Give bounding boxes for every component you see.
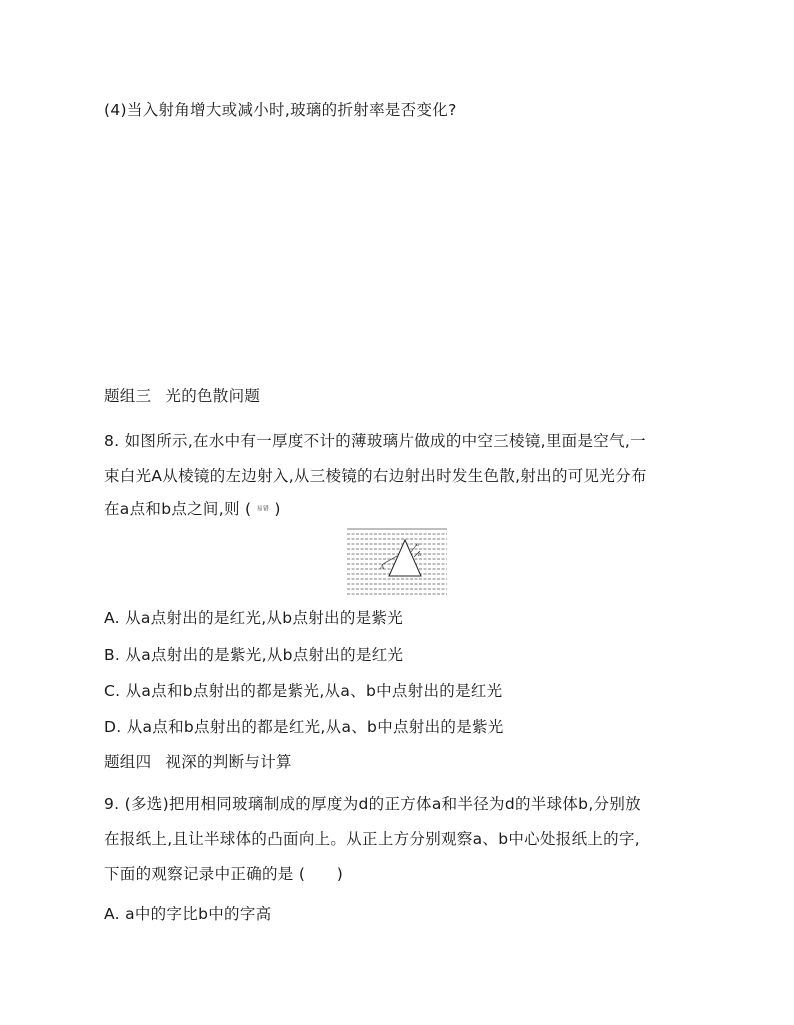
section4-title: 视深的判断与计算 [165, 753, 292, 771]
section3-heading [104, 386, 260, 406]
q8-line-3-close: ) [274, 500, 281, 518]
q9-line-3: 下面的观察记录中正确的是 ( ) [104, 865, 344, 883]
section4-label: 题组四 [104, 753, 152, 771]
q8-line-3-text: 在a点和b点之间,则 ( [104, 500, 252, 518]
label-a: a [416, 542, 419, 548]
q9-line-1: 9. (多选)把用相同玻璃制成的厚度为d的正方体a和半径为d的半球体b,分别放 [104, 795, 641, 813]
q8-option-b: B. 从a点射出的是紫光,从b点射出的是红光 [104, 646, 404, 664]
q9-option-a: A. a中的字比b中的字高 [104, 905, 272, 923]
label-A: A [380, 564, 385, 571]
section3-title: 光的色散问题 [165, 387, 261, 405]
label-b: b [418, 552, 422, 558]
section3-label: 题组三 [104, 387, 152, 405]
q8-line-2: 束白光A从棱镜的左边射入,从三棱镜的右边射出时发生色散,射出的可见光分布 [104, 467, 647, 485]
prism-figure [347, 526, 447, 597]
q8-option-c: C. 从a点和b点射出的都是紫光,从a、b中点射出的是红光 [104, 682, 503, 700]
q8-option-a: A. 从a点射出的是红光,从b点射出的是紫光 [104, 609, 404, 627]
q9-line-2: 在报纸上,且让半球体的凸面向上。从正上方分别观察a、b中心处报纸上的字, [104, 830, 640, 848]
q8-option-d: D. 从a点和b点射出的都是红光,从a、b中点射出的是紫光 [104, 718, 504, 736]
section4-heading [104, 752, 292, 772]
q8-small-mark: 易错 [256, 505, 270, 513]
q8-line-1: 8. 如图所示,在水中有一厚度不计的薄玻璃片做成的中空三棱镜,里面是空气,一 [104, 432, 646, 450]
q4-text: (4)当入射角增大或减小时,玻璃的折射率是否变化? [104, 101, 457, 119]
q8-line-3 [104, 499, 281, 520]
